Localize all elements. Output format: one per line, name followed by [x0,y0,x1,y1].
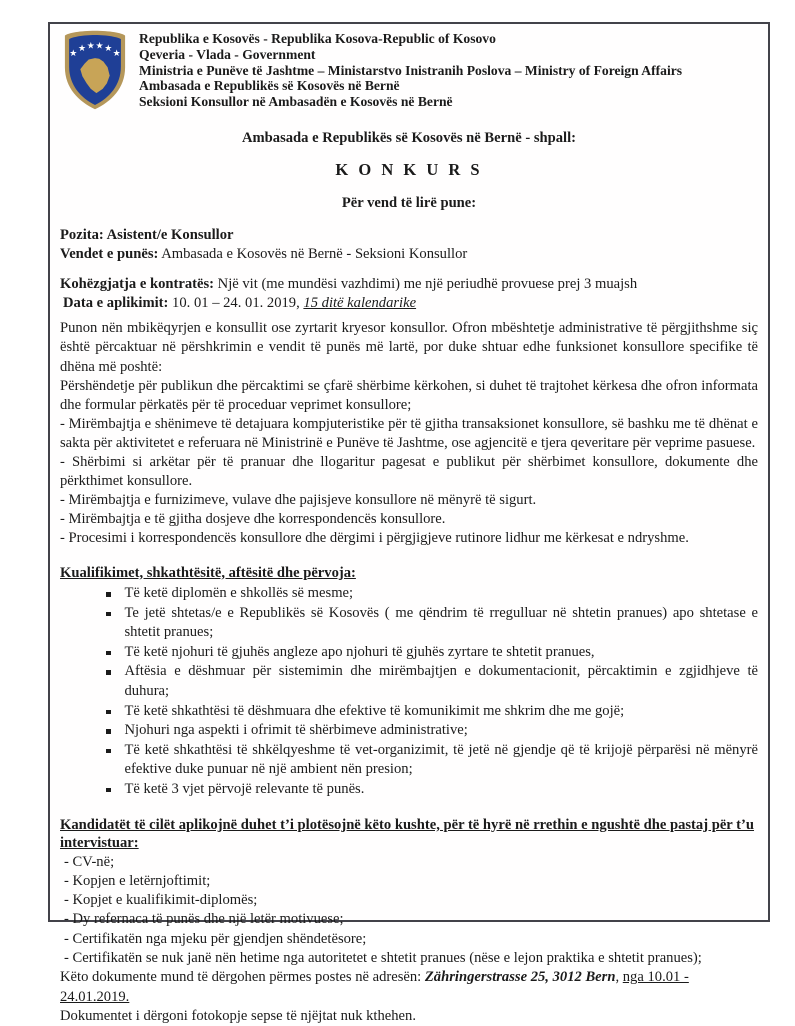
qualifications-list [60,584,758,800]
contract-block [60,275,758,312]
required-document-item: - Certifikatën se nuk janë nën hetime nga autoritetet e shtetit pranues (nëse e lejon praktika e shtetit pranues); [64,950,702,967]
contract-duration-label: Kohëzgjatja e kontratës: [60,276,215,293]
qualification-item: Të ketë shkathtësi të shkëlqyeshme të vet-organizimit, të jetë në gjendje që të krijojë përparësi në mënyrë efektive duke punuar në një ambient nën presion; [60,741,758,780]
document-page [48,22,770,1024]
workplace-row [60,245,758,264]
required-document-item: - CV-në; [64,853,115,870]
calendar-days-note: 15 ditë kalendarike [303,294,417,311]
qualification-item: Aftësia e dëshmuar për sistemimin dhe mirëmbajtjen e dokumentacionit, përcaktimin e zgjidhjeve të duhura; [60,662,758,701]
header-line-republic: Republika e Kosovës - Republika Kosova-Republic of Kosovo [139,31,496,46]
header-line-ministry: Ministria e Punëve të Jashtme – Ministarstvo Inistranih Poslova – Ministry of Foreign Affairs [139,62,683,78]
kosovo-coat-of-arms-icon [60,28,130,112]
submission-dates: nga 10.01 - 24.01.2019. [60,969,689,1005]
comma-separator: , [615,969,623,986]
square-bullet-icon [106,710,111,715]
job-duty-item: - Mirëmbajtja e furnizimeve, vulave dhe pajisjeve konsullore në mënyrë të sigurt. [60,492,537,509]
photocopy-note: Dokumentet i dërgoni fotokopje sepse të njëjtat nuk kthehen. [60,1007,416,1024]
star-icon: ★ [86,40,95,51]
square-bullet-icon [106,729,111,734]
position-value: Asistent/e Konsullor [103,227,234,244]
required-document-item: - Certifikatën nga mjeku për gjendjen shëndetësore; [64,930,367,947]
candidates-heading: Kandidatët të cilët aplikojnë duhet t’i plotësojnë këto kushte, për të hyrë në rrethin e ngushtë dhe pastaj për t’u intervistuar: [60,816,755,852]
announcement-line: Ambasada e Republikës së Kosovës në Bernë - shpall: [241,130,577,146]
star-icon: ★ [77,43,87,54]
square-bullet-icon [106,788,111,793]
qualification-item: Të ketë diplomën e shkollës së mesme; [60,584,758,604]
contract-duration-value: Një vit (me mundësi vazhdimi) me një periudhë provuese prej 3 muajsh [214,276,638,293]
position-block [60,226,758,263]
square-bullet-icon [106,651,111,656]
job-duty-item: - Procesimi i korrespondencës konsullore dhe dërgimi i përgjigjeve rutinore lidhur me kërkesat e ndryshme. [60,530,689,547]
header-line-embassy: Ambasada e Republikës së Kosovës në Bernë [139,78,400,94]
star-icon: ★ [69,48,78,58]
contract-duration-row [60,275,758,294]
required-documents-list [60,853,758,969]
send-instruction-text: Këto dokumente mund të dërgohen përmes postes në adresën: [60,969,425,986]
qualification-item: Të ketë 3 vjet përvojë relevante të punës. [60,780,758,800]
header-line-government: Qeveria - Vlada - Government [139,46,316,62]
required-document-item: - Kopjen e letërnjoftimit; [64,872,211,889]
document-header [60,28,758,112]
workplace-value: Ambasada e Kosovës në Bernë - Seksioni Konsullor [158,245,468,262]
vacancy-subtitle: Për vend të lirë pune: [341,194,477,211]
qualifications-heading: Kualifikimet, shkathtësitë, aftësitë dhe përvoja: [60,564,356,581]
required-document-item: - Dy refernaca të punës dhe një letër motivuese; [64,911,344,928]
application-date-label: Data e aplikimit: [63,294,169,311]
qualification-item: Të ketë njohuri të gjuhës angleze apo njohuri të gjuhës zyrtare te shtetit pranues, [60,643,758,663]
job-duty-item: - Mirëmbajtja e shënimeve të detajuara kompjuteristike për të gjitha transaksionet konsullore, së bashku me të dhënat e sakta për aktivitetet e referuara në Ministrinë e Punëve të Jashtme, ose agjencitë e tjera qeveritare për veprime pasuese. [60,415,758,451]
job-description-paragraph: Përshëndetje për publikun dhe përcaktimi se çfarë shërbime kërkohen, si duhet të trajtohet kërkesa dhe ofron informata dhe formular përkatës për të proceduar veprimet konsullore; [60,377,758,413]
star-icon: ★ [104,43,113,54]
star-icon: ★ [112,48,121,58]
square-bullet-icon [106,670,111,675]
qualification-item: Të ketë shkathtësi të dëshmuara dhe efektive të komunikimit me shkrim dhe me gojë; [60,702,758,722]
qualification-item: Njohuri nga aspekti i ofrimit të shërbimeve administrative; [60,721,758,741]
square-bullet-icon [106,749,111,754]
position-label: Pozita: [60,227,104,244]
job-duty-item: - Mirëmbajtja e të gjitha dosjeve dhe korrespondencës konsullore. [60,511,446,528]
workplace-label: Vendet e punës: [60,245,159,262]
square-bullet-icon [106,592,111,597]
job-description-paragraph: Punon nën mbikëqyrjen e konsullit ose zyrtarit kryesor konsullor. Ofron mbështetje administrative të përgjithshme siç është përcaktuar në përshkrimin e vendit të punës më lartë, por duke shtuar edhe funksionet konsullore specifike të dhëna më poshtë: [60,320,758,375]
star-icon: ★ [95,40,104,51]
application-date-value: 10. 01 – 24. 01. 2019, [168,294,304,311]
konkurs-title: K O N K U R S [335,159,483,179]
submission-instructions [60,968,758,1006]
embassy-address: Zähringerstrasse 25, 3012 Bern [424,969,616,986]
qualification-item: Te jetë shtetas/e e Republikës së Kosovës ( me qëndrim të rregulluar në shtetin pranues) apo shtetase e shtetit pranues; [60,604,758,643]
header-org-lines [139,28,682,110]
position-row [60,226,758,245]
job-duty-item: - Shërbimi si arkëtar për të pranuar dhe llogaritur pagesat e publikut për shërbimet konsullore, dokumente dhe përkthimet konsullore. [60,454,758,490]
application-date-row [60,294,758,313]
required-document-item: - Kopjet e kualifikimit-diplomës; [64,892,258,909]
job-description [60,319,758,548]
square-bullet-icon [106,612,111,617]
header-line-consular-section: Seksioni Konsullor në Ambasadën e Kosovës në Bernë [139,94,453,110]
